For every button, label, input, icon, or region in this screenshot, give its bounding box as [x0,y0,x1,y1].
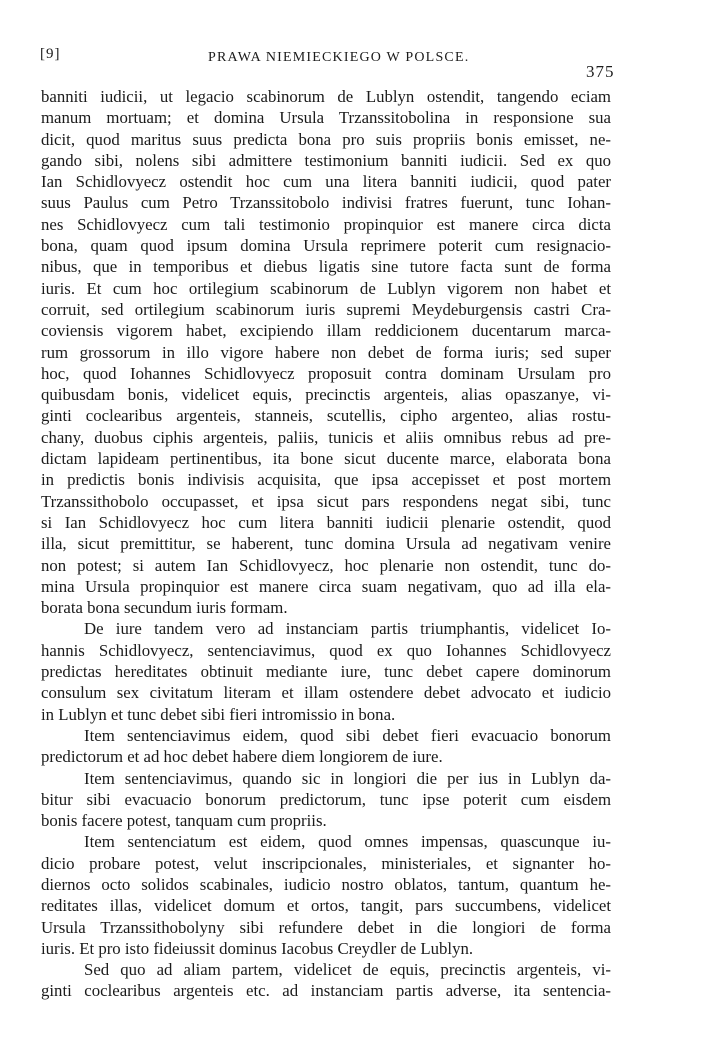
text-line: borata bona secundum iuris formam. [41,598,288,618]
text-line: iuris. Et cum hoc ortilegium scabinorum de Lublyn vigorem non habet et [41,278,611,298]
text-line: bonis facere potest, tanquam cum propriis. [41,811,327,831]
page-header [0,0,720,80]
text-line: Item sentenciavimus eidem, quod sibi debet fieri evacuacio bonorum [84,725,611,745]
text-line: Sed quo ad aliam partem, videlicet de equis, precinctis argenteis, vi- [84,960,611,980]
text-line: consulum sex civitatum literam et illam ostendere debet advocato et iudicio [41,683,611,703]
text-line: bitur sibi evacuacio bonorum predictorum, tunc ipse poterit cum eisdem [41,789,611,809]
text-line: diernos octo solidos scabinales, iudicio nostro oblatos, tantum, quantum he- [41,874,611,894]
signature-mark: [9] [40,46,61,62]
text-line: predictas hereditates obtinuit mediante iure, tunc debet capere dominorum [41,662,611,682]
text-line: rum grossorum in illo vigore habere non debet de forma iuris; sed super [41,342,611,362]
text-line: coviensis vigorem habet, excipiendo illam reddicionem ducentarum marca- [41,321,611,341]
text-line: gando sibi, nolens sibi admittere testimonium banniti iudicii. Sed ex quo [41,150,611,170]
text-line: reditates illas, videlicet domum et ortos, tangit, pars succumbens, videlicet [41,896,611,916]
text-line: nes Schidlovyecz cum tali testimonio propinquior est manere circa dicta [41,214,611,234]
text-line: suus Paulus cum Petro Trzanssitobolo indivisi fratres fuerunt, tunc Iohan- [41,193,611,213]
text-line: predictorum et ad hoc debet habere diem longiorem de iure. [41,747,443,767]
text-line: Ian Schidlovyecz ostendit hoc cum una litera banniti iudicii, quod pater [41,172,611,192]
body-text [41,86,611,1002]
text-line: ginti coclearibus argenteis, stanneis, scutellis, cipho argenteo, alias rostu- [41,406,611,426]
text-line: Item sentenciatum est eidem, quod omnes impensas, quascunque iu- [84,832,611,852]
text-line: Item sentenciavimus, quando sic in longiori die per ius in Lublyn da- [84,768,611,788]
text-line: si Ian Schidlovyecz hoc cum litera banniti iudicii plenarie ostendit, quod [41,512,611,532]
text-line: banniti iudicii, ut legacio scabinorum de Lublyn ostendit, tangendo eciam [41,87,611,106]
running-title: PRAWA NIEMIECKIEGO W POLSCE. [208,50,470,65]
text-line: ginti coclearibus argenteis etc. ad instanciam partis adverse, ita sentencia- [41,981,611,1001]
text-line: nibus, que in temporibus et diebus ligatis sine tutore facta sunt de forma [41,257,611,277]
text-line: hoc, quod Iohannes Schidlovyecz proposuit contra dominam Ursulam pro [41,363,611,383]
text-line: Ursula Trzanssithobolyny sibi refundere debet in die longiori de forma [41,917,611,937]
text-line: non potest; si autem Ian Schidlovyecz, hoc plenarie non ostendit, tunc do- [41,555,611,575]
text-line: dicio probare potest, velut inscripcionales, ministeriales, et signanter ho- [41,853,611,873]
text-line: corruit, sed ortilegium scabinorum iuris supremi Meydeburgensis castri Cra- [41,299,611,319]
text-line: Trzanssithobolo occupasset, et ipsa sicut pars respondens negat sibi, tunc [41,491,611,511]
text-line: dicit, quod maritus suus predicta bona pro suis propriis bonis emisset, ne- [41,129,611,149]
text-line: dictam lapideam pertinentibus, ita bone sicut ducente marce, elaborata bona [41,449,611,469]
page-number: 375 [586,62,615,81]
text-line: in Lublyn et tunc debet sibi fieri intromissio in bona. [41,704,396,724]
text-line: hannis Schidlovyecz, sentenciavimus, quod ex quo Iohannes Schidlovyecz [41,640,611,660]
text-line: iuris. Et pro isto fideiussit dominus Iacobus Creydler de Lublyn. [41,938,474,958]
text-line: chany, duobus ciphis argenteis, paliis, tunicis et aliis omnibus rebus ad pre- [41,427,611,447]
text-line: De iure tandem vero ad instanciam partis triumphantis, videlicet Io- [84,619,611,639]
text-line: bona, quam quod ipsum domina Ursula reprimere poterit cum resignacio- [41,236,611,256]
text-line: in predictis bonis indivisis acquisita, que ipsa accepisset et post mortem [41,470,611,490]
text-line: manum mortuam; et domina Ursula Trzanssitobolina in responsione sua [41,108,611,128]
text-line: illa, sicut premittitur, se haberent, tunc domina Ursula ad negativam venire [41,534,611,554]
text-line: quibusdam bonis, videlicet equis, precinctis argenteis, alias opaszanye, vi- [41,385,611,405]
text-line: mina Ursula propinquior est manere circa suam negativam, quo ad illa ela- [41,576,611,596]
